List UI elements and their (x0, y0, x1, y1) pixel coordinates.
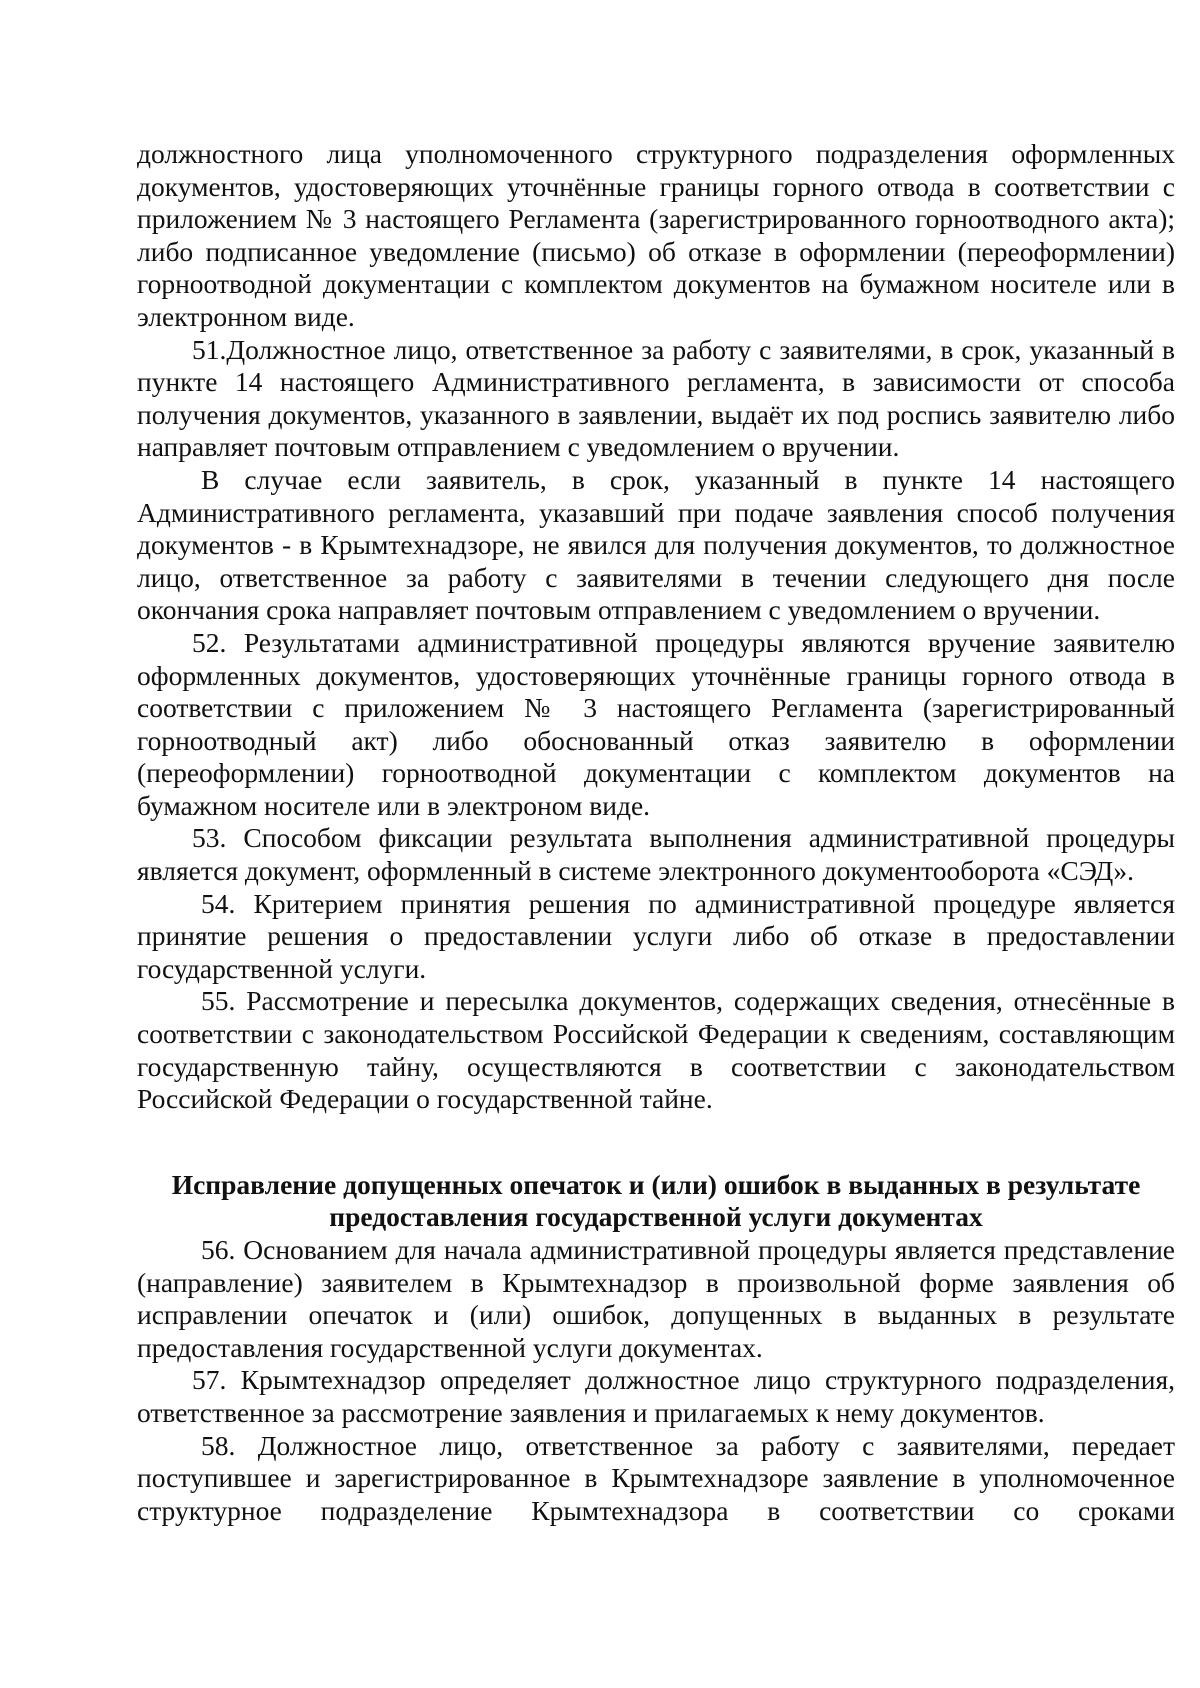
paragraph-continuation: должностного лица уполномоченного структурного подразделения оформленных документов, удостоверяющих уточнённые границы горного отвода в соответствии с приложением № 3 настоящего Регламента (зарегистрированного горноотводного акта); либо подписанное уведомление (письмо) об отказе в оформлении (переоформлении) горноотводной документации с комплектом документов на бумажном носителе или в электронном виде. (137, 138, 1175, 332)
document-page (137, 138, 1175, 1527)
paragraph-56: 56. Основанием для начала административной процедуры является представление (направление) заявителем в Крымтехнадзор в произвольной форме заявления об исправлении опечаток и (или) ошибок, допущенных в выданных в результате предоставления государственной услуги документах. (137, 1234, 1175, 1363)
paragraph-52: 52. Результатами административной процедуры являются вручение заявителю оформленных документов, удостоверяющих уточнённые границы горного отвода в соответствии с приложением № 3 настоящего Регламента (зарегистрированный горноотводный акт) либо обоснованный отказ заявителю в оформлении (переоформлении) горноотводной документации с комплектом документов на бумажном носителе или в электроном виде. (137, 626, 1175, 821)
paragraph-51: 51.Должностное лицо, ответственное за работу с заявителями, в срок, указанный в пункте 14 настоящего Административного регламента, в зависимости от способа получения документов, указанного в заявлении, выдаёт их под роспись заявителю либо направляет почтовым отправлением с уведомлением о вручении. (137, 333, 1175, 463)
paragraph-58: 58. Должностное лицо, ответственное за работу с заявителями, передает поступившее и зарегистрированное в Крымтехнадзоре заявление в уполномоченное структурное подразделение Крымтехнадзора в соответствии со сроками (137, 1429, 1175, 1526)
paragraph-53: 53. Способом фиксации результата выполнения административной процедуры является документ, оформленный в системе электронного документооборота «СЭД». (137, 822, 1175, 887)
paragraph-57: 57. Крымтехнадзор определяет должностное лицо структурного подразделения, ответственное за рассмотрение заявления и прилагаемых к нему документов. (137, 1364, 1175, 1428)
paragraph-55: 55. Рассмотрение и пересылка документов, содержащих сведения, отнесённые в соответствии с законодательством Российской Федерации к сведениям, составляющим государственную тайну, осуществляются в соответствии с законодательством Российской Федерации о государственной тайне. (137, 985, 1175, 1115)
section-heading-line-2: предоставления государственной услуги документах (329, 1201, 983, 1233)
section-heading (137, 1169, 1175, 1234)
paragraph-54: 54. Критерием принятия решения по административной процедуре является принятие решения о предоставлении услуги либо об отказе в предоставлении государственной услуги. (137, 887, 1175, 984)
section-heading-line-1: Исправление допущенных опечаток и (или) ошибок в выданных в результате (171, 1168, 1141, 1200)
paragraph-51-case: В случае если заявитель, в срок, указанный в пункте 14 настоящего Административного регламента, указавший при подаче заявления способ получения документов - в Крымтехнадзоре, не явился для получения документов, то должностное лицо, ответственное за работу с заявителями в течении следующего дня после окончания срока направляет почтовым отправлением с уведомлением о вручении. (137, 463, 1175, 626)
